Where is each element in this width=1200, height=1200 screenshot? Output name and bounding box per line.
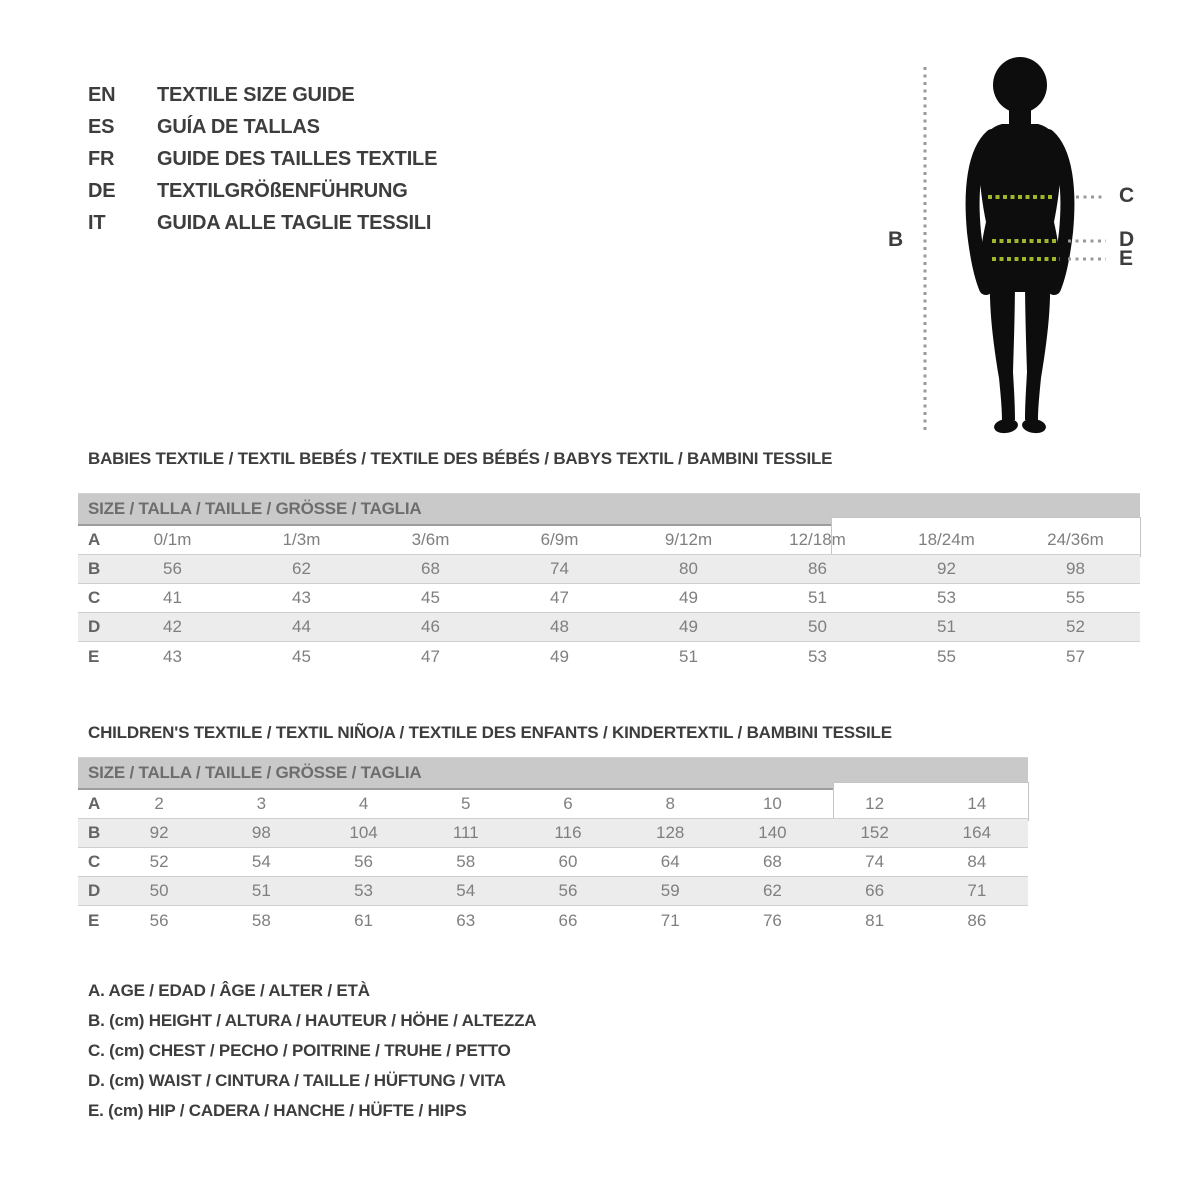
language-row-es xyxy=(88,111,437,143)
size-header-bar: SIZE / TALLA / TAILLE / GRÖSSE / TAGLIA xyxy=(78,757,1028,790)
size-value-cell: 53 xyxy=(937,588,956,607)
size-value-cell: 12 xyxy=(865,794,885,813)
size-value-cell: 92 xyxy=(937,559,956,578)
size-value-cell: 24/36m xyxy=(1047,530,1104,549)
size-value-cell: 45 xyxy=(421,588,440,607)
size-value-cell: 52 xyxy=(1066,617,1085,636)
size-value-cell: 2 xyxy=(154,794,164,813)
legend-line-chest: C. (cm) CHEST / PECHO / POITRINE / TRUHE / PETTO xyxy=(88,1041,511,1060)
size-value-cell: 53 xyxy=(808,646,827,666)
size-value-cell: 18/24m xyxy=(918,530,975,549)
size-value-cell: 71 xyxy=(967,881,987,900)
size-value-cell: 0/1m xyxy=(153,530,192,549)
language-title: TEXTILGRÖßENFÜHRUNG xyxy=(157,179,408,202)
row-label: A xyxy=(88,794,101,813)
language-code: DE xyxy=(88,179,116,202)
size-value-cell: 92 xyxy=(149,823,169,842)
size-value-cell: 48 xyxy=(550,617,569,636)
size-value-cell: 62 xyxy=(762,881,782,900)
size-table-row-e xyxy=(78,642,1140,671)
size-header-bar: SIZE / TALLA / TAILLE / GRÖSSE / TAGLIA xyxy=(78,493,1140,526)
size-value-cell: 140 xyxy=(758,823,787,842)
size-value-cell: 60 xyxy=(558,852,578,871)
size-value-cell: 59 xyxy=(660,881,680,900)
language-code: EN xyxy=(88,83,116,106)
size-value-cell: 98 xyxy=(1066,559,1085,578)
language-row-en xyxy=(88,79,437,111)
size-value-cell: 76 xyxy=(762,910,782,930)
size-value-cell: 74 xyxy=(865,852,885,871)
size-value-cell: 58 xyxy=(456,852,476,871)
language-row-de xyxy=(88,175,437,207)
size-table-row-a xyxy=(78,526,1140,555)
size-value-cell: 116 xyxy=(554,823,582,842)
babies-section-title: BABIES TEXTILE / TEXTIL BEBÉS / TEXTILE DES BÉBÉS / BABYS TEXTIL / BAMBINI TESSILE xyxy=(88,449,833,468)
row-label: D xyxy=(88,881,101,900)
size-value-cell: 55 xyxy=(937,646,956,666)
row-label: D xyxy=(88,617,101,636)
size-value-cell: 81 xyxy=(865,910,885,930)
size-table-row-d xyxy=(78,613,1140,642)
children-section-title: CHILDREN'S TEXTILE / TEXTIL NIÑO/A / TEXTILE DES ENFANTS / KINDERTEXTIL / BAMBINI TESSILE xyxy=(88,723,892,742)
size-value-cell: 61 xyxy=(354,910,373,930)
size-value-cell: 52 xyxy=(149,852,169,871)
language-title: GUIDA ALLE TAGLIE TESSILI xyxy=(157,211,432,234)
row-label: B xyxy=(88,823,101,842)
size-table-row-b xyxy=(78,555,1140,584)
size-value-cell: 57 xyxy=(1066,646,1085,666)
language-code: IT xyxy=(88,211,106,234)
row-label: C xyxy=(88,852,101,871)
size-value-cell: 66 xyxy=(865,881,885,900)
child-silhouette xyxy=(973,57,1068,435)
size-value-cell: 84 xyxy=(967,852,987,871)
size-value-cell: 10 xyxy=(762,794,782,813)
size-table-row-c xyxy=(78,584,1140,613)
size-value-cell: 46 xyxy=(421,617,440,636)
size-value-cell: 86 xyxy=(808,559,827,578)
language-row-fr xyxy=(88,143,437,175)
size-value-cell: 66 xyxy=(558,910,578,930)
size-value-cell: 54 xyxy=(456,881,476,900)
size-value-cell: 51 xyxy=(937,617,956,636)
size-value-cell: 8 xyxy=(665,794,675,813)
size-value-cell: 47 xyxy=(421,646,440,666)
size-value-cell: 51 xyxy=(251,881,271,900)
height-label: B xyxy=(888,228,904,251)
size-value-cell: 50 xyxy=(808,617,827,636)
size-value-cell: 44 xyxy=(292,617,311,636)
language-title: TEXTILE SIZE GUIDE xyxy=(157,83,355,106)
size-table-row-d xyxy=(78,877,1028,906)
size-value-cell: 58 xyxy=(251,910,271,930)
size-value-cell: 51 xyxy=(679,646,698,666)
language-title: GUIDE DES TAILLES TEXTILE xyxy=(157,147,438,170)
legend-line-waist: D. (cm) WAIST / CINTURA / TAILLE / HÜFTUNG / VITA xyxy=(88,1071,506,1090)
size-value-cell: 12/18m xyxy=(789,530,846,549)
legend-line-height: B. (cm) HEIGHT / ALTURA / HAUTEUR / HÖHE / ALTEZZA xyxy=(88,1011,537,1030)
size-value-cell: 4 xyxy=(358,794,369,813)
size-value-cell: 43 xyxy=(292,588,311,607)
size-value-cell: 6/9m xyxy=(540,530,579,549)
language-row-it xyxy=(88,207,437,239)
size-value-cell: 164 xyxy=(962,823,992,842)
size-value-cell: 98 xyxy=(251,823,271,842)
language-title: GUÍA DE TALLAS xyxy=(157,115,320,138)
row-label: E xyxy=(88,910,100,930)
size-value-cell: 71 xyxy=(660,910,680,930)
size-value-cell: 14 xyxy=(967,794,987,813)
size-value-cell: 9/12m xyxy=(664,530,713,549)
size-value-cell: 42 xyxy=(163,617,182,636)
size-value-cell: 49 xyxy=(679,617,698,636)
size-value-cell: 74 xyxy=(550,559,569,578)
measurement-legend xyxy=(88,976,536,1126)
size-value-cell: 3 xyxy=(256,794,267,813)
size-value-cell: 53 xyxy=(354,881,373,900)
size-value-cell: 43 xyxy=(163,646,182,666)
size-value-cell: 55 xyxy=(1066,588,1085,607)
size-value-cell: 68 xyxy=(421,559,440,578)
size-value-cell: 50 xyxy=(149,881,169,900)
size-value-cell: 51 xyxy=(808,588,827,607)
size-value-cell: 104 xyxy=(349,823,378,842)
size-value-cell: 5 xyxy=(461,794,471,813)
size-value-cell: 41 xyxy=(163,588,182,607)
chest-label: C xyxy=(1119,184,1135,207)
size-value-cell: 56 xyxy=(354,852,373,871)
size-value-cell: 80 xyxy=(679,559,698,578)
size-table-row-e xyxy=(78,906,1028,935)
size-table-row-b xyxy=(78,819,1028,848)
row-label: E xyxy=(88,646,100,666)
language-code: ES xyxy=(88,115,115,138)
size-value-cell: 47 xyxy=(550,588,569,607)
size-value-cell: 63 xyxy=(456,910,476,930)
language-code: FR xyxy=(88,147,115,170)
size-table-row-a xyxy=(78,790,1028,819)
size-value-cell: 62 xyxy=(292,559,311,578)
row-label: C xyxy=(88,588,101,607)
size-value-cell: 3/6m xyxy=(411,530,450,549)
row-label: A xyxy=(88,530,101,549)
legend-line-hip: E. (cm) HIP / CADERA / HANCHE / HÜFTE / HIPS xyxy=(88,1101,467,1120)
size-value-cell: 68 xyxy=(762,852,782,871)
hip-label: E xyxy=(1119,247,1134,270)
size-value-cell: 49 xyxy=(679,588,698,607)
size-value-cell: 111 xyxy=(452,823,479,842)
size-value-cell: 45 xyxy=(292,646,311,666)
size-value-cell: 152 xyxy=(860,823,889,842)
waist-label: D xyxy=(1119,228,1135,251)
size-value-cell: 128 xyxy=(656,823,685,842)
size-value-cell: 86 xyxy=(967,910,987,930)
size-value-cell: 1/3m xyxy=(282,530,321,549)
size-value-cell: 56 xyxy=(163,559,182,578)
row-label: B xyxy=(88,559,101,578)
size-value-cell: 49 xyxy=(550,646,569,666)
language-title-list xyxy=(88,79,437,239)
size-value-cell: 6 xyxy=(563,794,573,813)
size-value-cell: 56 xyxy=(558,881,578,900)
legend-line-age: A. AGE / EDAD / ÂGE / ALTER / ETÀ xyxy=(88,981,370,1000)
size-table-row-c xyxy=(78,848,1028,877)
size-value-cell: 64 xyxy=(660,852,680,871)
size-value-cell: 54 xyxy=(251,852,271,871)
size-value-cell: 56 xyxy=(149,910,169,930)
